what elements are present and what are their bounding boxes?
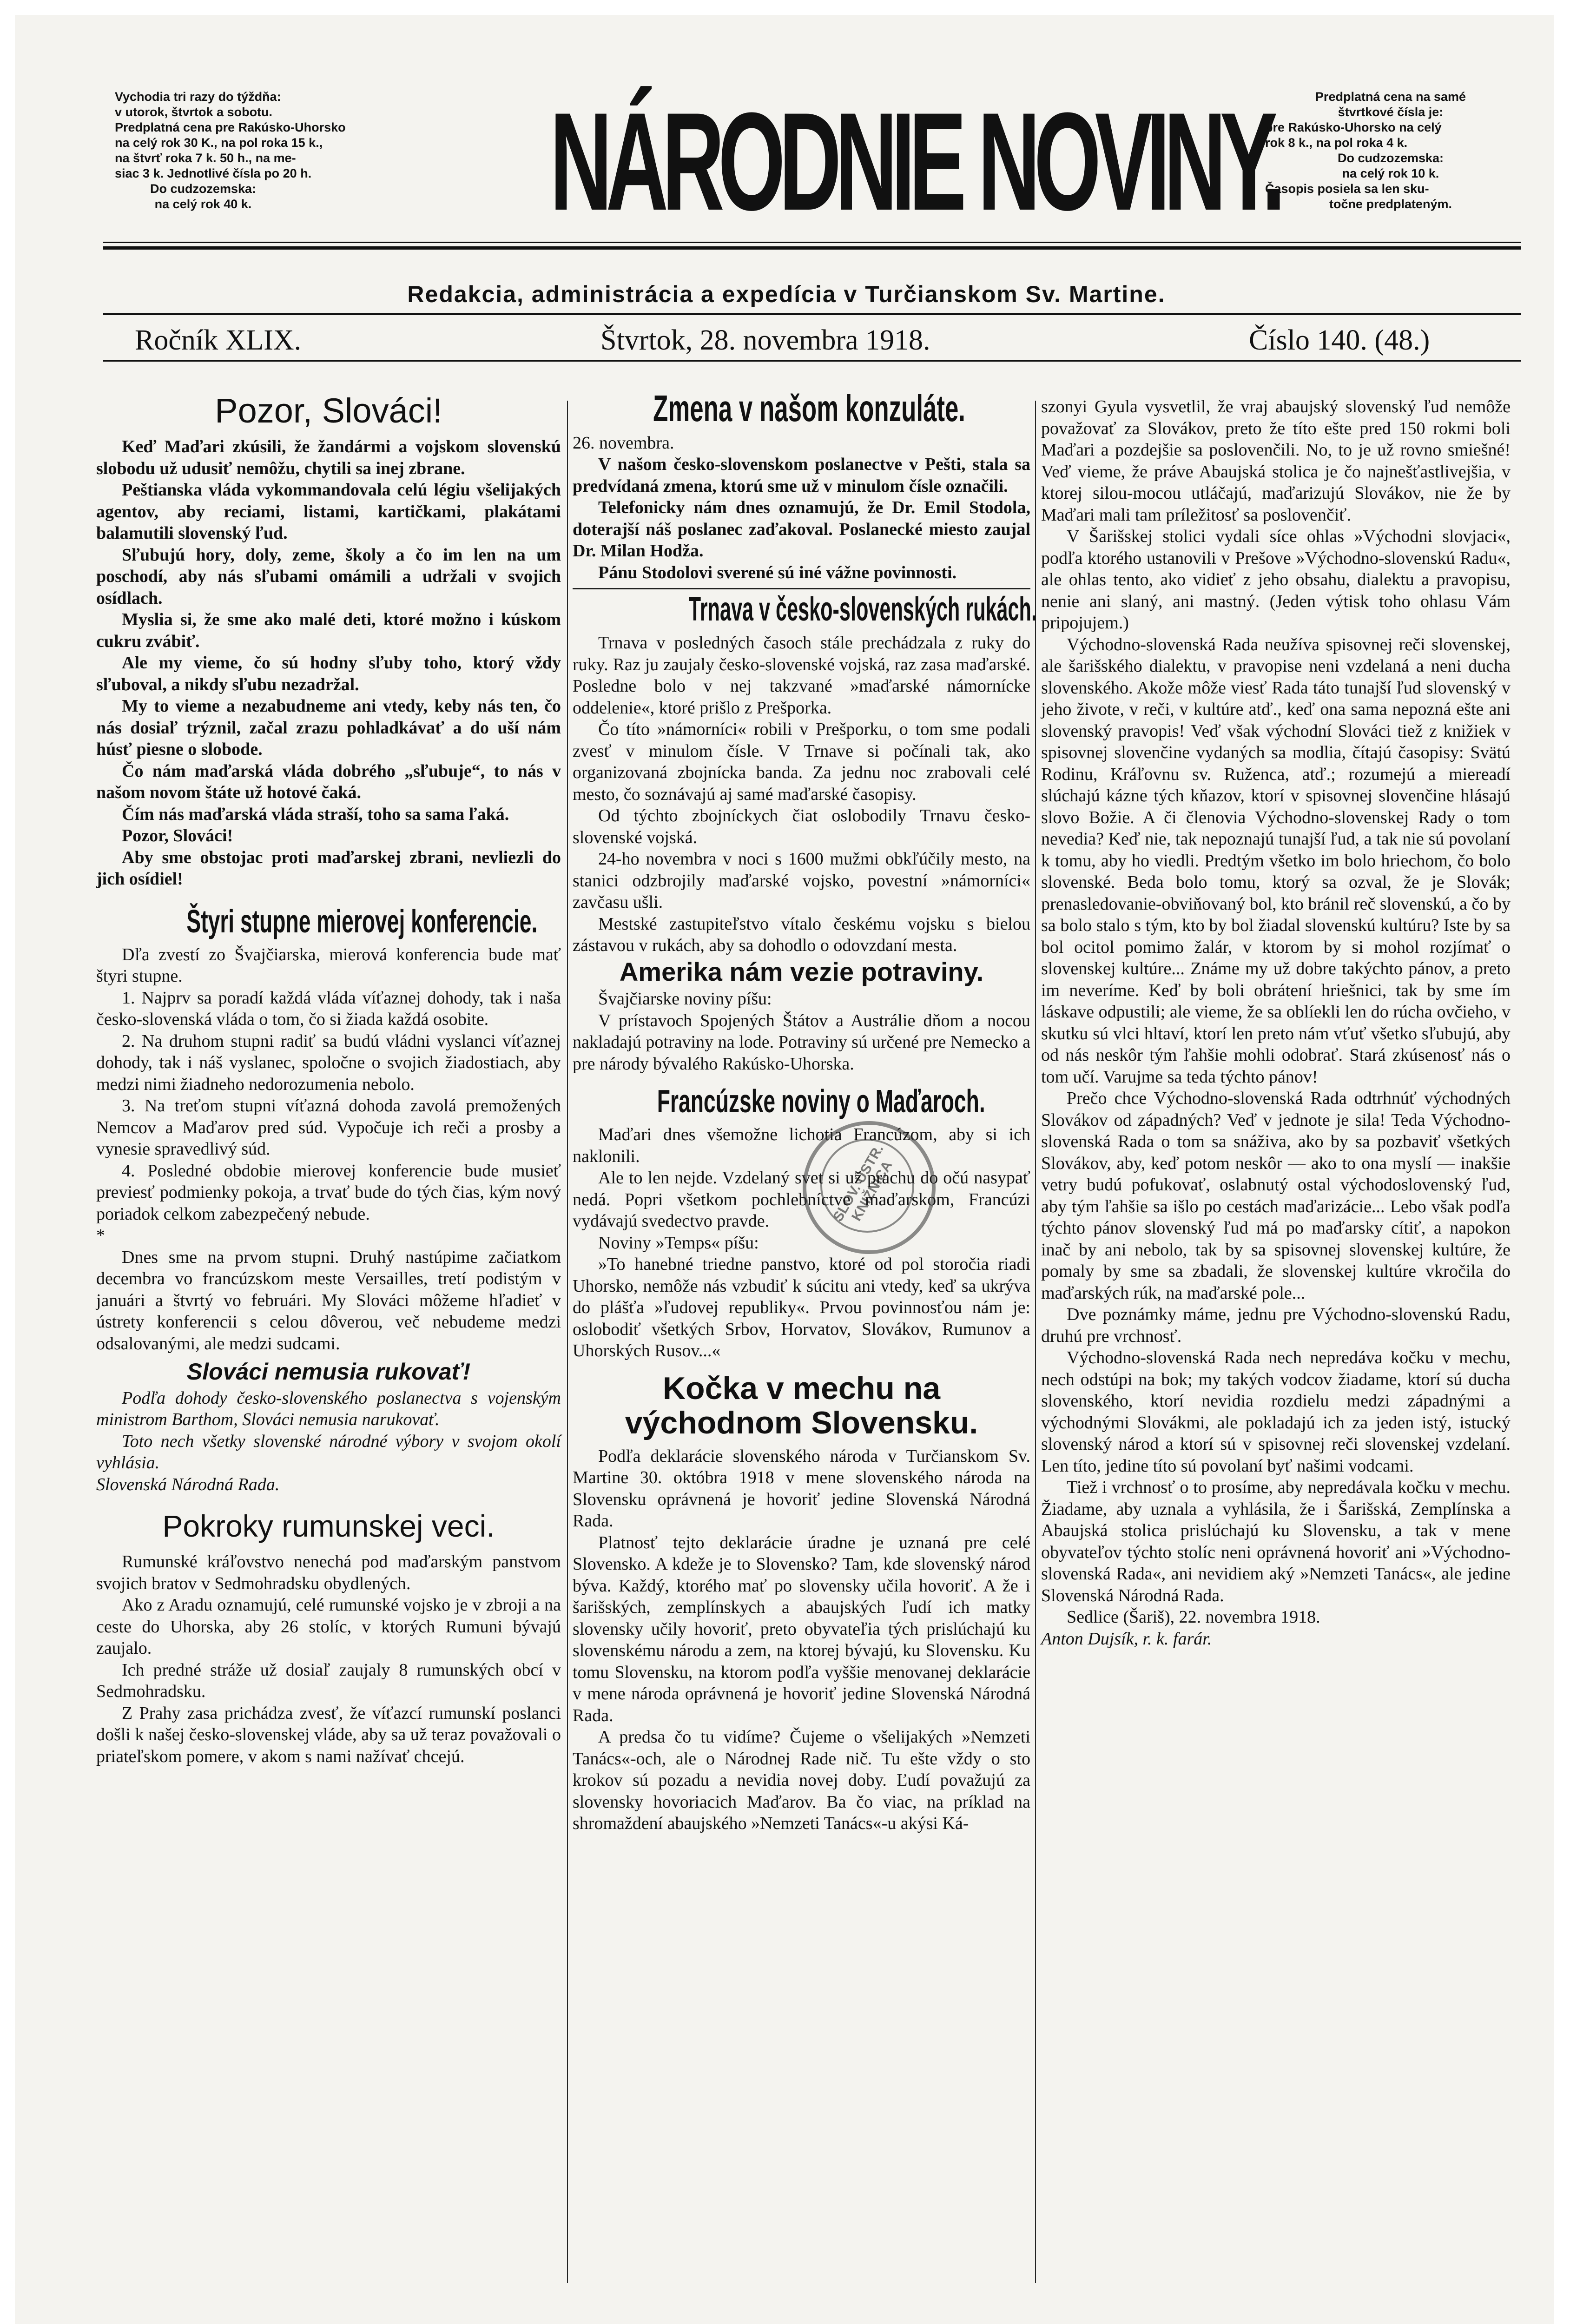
place-date: Sedlice (Šariš), 22. novembra 1918.: [1067, 1607, 1320, 1627]
dateline-rule-top: [103, 313, 1521, 315]
article-title-wrap: [573, 1371, 1030, 1440]
paragraph: V Šarišskej stolici vydali síce ohlas »Východni slovjaci«, podľa ktorého ustanovili v Prešove »Východno-slovenskú Radu«, ale ohlas tento, ako vidieť z jeho obsahu, dialektu a pravopisu, nenie ani slaný, ani mastný. (Jeden výtisk toho ohlasu Vám pripojujem.): [1041, 527, 1511, 633]
right-info-line: Predplatná cena na samé: [1315, 90, 1466, 104]
paragraph: Dľa zvestí zo Švajčiarska, mierová konferencia bude mať štyri stupne.: [96, 944, 561, 986]
paragraph: 2. Na druhom stupni radiť sa budú vládni vyslanci víťaznej dohody, tak i náš vyslanec, spoločne o svojich žiadostiach, aby medzi nimi žiadneho nedorozumenia nebolo.: [96, 1031, 561, 1094]
paragraph: Telefonicky nám dnes oznamujú, že Dr. Emil Stodola, doterajší náš poslanec zaďakoval. Poslanecké miesto zaujal Dr. Milan Hodža.: [573, 498, 1030, 561]
paragraph: Z Prahy zasa prichádza zvesť, že víťazcí rumunskí poslanci došli k našej česko-slovenskej vláde, aby sa už teraz považovali o priateľskom pomere, v akom s nami nažívať chcejú.: [96, 1703, 561, 1766]
paragraph: Noviny »Temps« píšu:: [598, 1233, 759, 1253]
left-info: [115, 89, 380, 212]
column-2: [573, 387, 1037, 1835]
article-title: Zmena v našom konzuláte.: [653, 388, 965, 429]
paragraph: Čím nás maďarská vláda straší, toho sa sama ľaká.: [122, 804, 509, 824]
article-title: Pozor, Slováci!: [215, 391, 442, 430]
paragraph: My to vieme a nezabudneme ani vtedy, keby nás ten, čo nás dosiaľ trýznil, začal zrazu pohladkávať a do uší nám húsť piesne o slobode.: [96, 696, 561, 759]
left-info-line: v utorok, štvrtok a sobotu.: [115, 105, 273, 119]
paragraph: szonyi Gyula vysvetlil, že vraj abaujský slovenský ľud nemôže považovať za Slovákov, preto že títo ešte pred 150 rokmi boli Maďari a pozdejšie sa poslovenčili. No, to je už rovno smiešné! Veď vieme, že práve Abaujská stolica je čo najnešťastlivejšia, v ktorej silou-mocou utláčajú, maďarizujú Slovákov, nie že by Maďari mali tam príležitosť sa poslovenčiť.: [1041, 397, 1511, 525]
paragraph: 3. Na treťom stupni víťazná dohoda zavolá premožených Nemcov a Maďarov pred súd. Vypočuje ich reči a prosby a vynesie spravedlivý súd.: [96, 1096, 561, 1159]
paragraph: Ich predné stráže už dosiaľ zaujaly 8 rumunských obcí v Sedmohradsku.: [96, 1660, 561, 1701]
paragraph: Aby sme obstojac proti maďarskej zbrani, nevliezli do jich osídiel!: [96, 847, 561, 889]
article-title: Štyri stupne mierovej konferencie.: [186, 903, 538, 939]
right-info-line: rok 8 k., na pol roka 4 k.: [1265, 136, 1408, 150]
right-info-line: Časopis posiela sa len sku-: [1265, 182, 1429, 196]
left-info-line: na celý rok 40 k.: [154, 197, 252, 211]
left-info-line: na celý rok 30 K., na pol roka 15 k.,: [115, 136, 323, 150]
paragraph: 24-ho novembra v noci s 1600 mužmi obkľúčily mesto, na stanici odzbrojily maďarské vojsko, povestní »námorníci« zavčasu ušli.: [573, 849, 1030, 912]
right-info-line: pre Rakúsko-Uhorsko na celý: [1265, 120, 1442, 134]
paragraph: Tiež i vrchnosť o to prosíme, aby nepredávala kočku v mechu. Žiadame, aby uznala a vyhlásila, že i Šarišská, Zemplínska a Abaujská stolica prislúchajú ku Slovensku, a tak v mene obyvateľov týchto stolíc neni oprávnená hovoriť ani »Východno-slovenská Rada«, ani nevidiem aký »Nemzeti Tanács«, ale jedine Slovenská Národná Rada.: [1041, 1478, 1511, 1605]
article-title: Amerika nám vezie potraviny.: [619, 957, 984, 986]
issue-date: Štvrtok, 28. novembra 1918.: [600, 324, 930, 356]
article-title: Slováci nemusia rukovať!: [186, 1359, 471, 1385]
masthead-rule-thick: [103, 246, 1521, 250]
author-signature: Anton Dujsík, r. k. farár.: [1041, 1629, 1212, 1649]
left-info-line: siac 3 k. Jednotlivé čísla po 20 h.: [115, 166, 312, 180]
article-title-wrap: [573, 1084, 1030, 1118]
article-title: Kočka v mechu na východnom Slovensku.: [625, 1370, 978, 1440]
paragraph: A predsa čo tu vidíme? Čujeme o všelijakých »Nemzeti Tanács«-och, ale o Národnej Rade nič. Tu ešte vždy o sto krokov sú pozadu a nevidia novej doby. Ľudí považujú za slovensky hovoriacich Maďarov. Ba čo viac, na príklad na shromaždení abaujského »Nemzeti Tanács«-u akýsi Ká-: [573, 1727, 1030, 1833]
article-title: Pokroky rumunskej veci.: [162, 1509, 495, 1543]
paragraph: Čo nám maďarská vláda dobrého „sľubuje“, to nás v našom novom štáte už hotové čaká.: [96, 761, 561, 802]
column-1: [96, 387, 561, 1767]
article-title-wrap: [573, 388, 1030, 429]
paragraph: Prečo chce Východno-slovenská Rada odtrhnúť východných Slovákov od západných? Veď v jednote je sila! Teda Východno-slovenská Rada o tom sa snáživa, ako by sa pozbaviť všetkých Slovákov, aby, keď potom neskôr — ako to ona myslí — inakšie vetry budú pofukovať, oslabnutý ostal východoslovenský ľud, aby tým ľahšie sa išlo po cestách maďarizácie... Lebo však podľa týchto pánov slovenský ľud má po maďarsky cítiť, a napokon inač by ani nebolo, tak by sa spisovnej slovenskej kultúre, že pomaly by sme sa zbadali, že slovenskej kultúre vkročila do maďarských rúk, na maďarské pole...: [1041, 1089, 1511, 1303]
left-info-line: Do cudzozemska:: [150, 182, 257, 196]
paragraph: Švajčiarske noviny píšu:: [598, 989, 772, 1009]
left-info-line: Vychodia tri razy do týždňa:: [115, 90, 281, 104]
paragraph: Ako z Aradu oznamujú, celé rumunské vojsko je v zbroji a na ceste do Uhorska, aby 26 stolíc, v ktorých Rumuni bývajú zaujalo.: [96, 1595, 561, 1658]
paragraph: Od týchto zbojníckych čiat oslobodily Trnavu česko-slovenské vojská.: [573, 806, 1030, 847]
newspaper-page: [15, 15, 1554, 2324]
paragraph: Rumunské kráľovstvo nenechá pod maďarským panstvom svojich bratov v Sedmohradsku obydlených.: [96, 1552, 561, 1593]
editorial-address: Redakcia, administrácia a expedícia v Turčianskom Sv. Martine.: [407, 281, 1166, 307]
paragraph: Sľubujú hory, doly, zeme, školy a čo im len na um poschodí, aby nás sľubami omámili a udržali v svojich osídlach.: [96, 545, 561, 608]
volume-number: Ročník XLIX.: [135, 324, 302, 356]
paragraph: V našom česko-slovenskom poslanectve v Pešti, stala sa predvídaná zmena, ktorú sme už v minulom čísle označili.: [573, 455, 1030, 496]
left-info-line: na štvrť roka 7 k. 50 h., na me-: [115, 151, 296, 165]
left-info-line: Predplatná cena pre Rakúsko-Uhorsko: [115, 120, 346, 134]
paragraph: Keď Maďari zkúsili, že žandármi a vojskom slovenskú slobodu už udusiť nemôžu, chytili sa inej zbrane.: [96, 437, 561, 478]
library-stamp: [803, 1121, 936, 1254]
article-title: Trnava v česko-slovenských rukách.: [688, 591, 1037, 628]
column-divider: [1035, 401, 1036, 2283]
paragraph: V prístavoch Spojených Štátov a Austrálie dňom a nocou nakladajú potraviny na lode. Potraviny sú určené pre Nemecko a pre národy bývalého Rakúsko-Uhorska.: [573, 1010, 1030, 1074]
library-stamp-text: SLOV. ÚSTR. KNIŽNICA: [830, 1142, 896, 1224]
paragraph: »To hanebné triedne panstvo, ktoré od pol storočia riadi Uhorsko, nemôže nás vzbudiť k súcitu ani vtedy, keď sa ukrýva do plášťa »ľudovej republiky«. Prvou povinnosťou nám je: oslobodiť všetkých Srbov, Horvatov, Slovákov, Rumunov a Uhorských Rusov...«: [573, 1254, 1030, 1360]
article-title-wrap: [96, 904, 561, 938]
article-title-wrap: [573, 588, 1037, 628]
paragraph: Peštianska vláda vykommandovala celú légiu všelijakých agentov, aby reciami, listami, kartičkami, plakátami balamutili slovenský ľud.: [96, 480, 561, 543]
paragraph: 4. Posledné obdobie mierovej konferencie bude musieť previesť podmienky pokoja, a trvať bude do tých čias, kým nový poriadok celkom zabezpečený nebude.: [96, 1161, 561, 1224]
article-title: Francúzske noviny o Maďaroch.: [657, 1083, 985, 1119]
paragraph: Myslia si, že sme ako malé deti, ktoré možno i kúskom cukru zvábiť.: [96, 610, 561, 651]
column-3: [1041, 396, 1511, 1650]
paragraph: Čo títo »námorníci« robili v Prešporku, o tom sme podali zvesť v minulom čísle. V Trnave si počínali tak, ako organizovaná zbojnícka banda. Za jednu noc zrabovali celé mesto, čo soznávajú aj samé maďarské časopisy.: [573, 720, 1030, 804]
paragraph: Pozor, Slováci!: [122, 826, 233, 845]
masthead-rule-thin: [103, 242, 1521, 243]
paragraph: Ale my vieme, čo sú hodny sľuby toho, ktorý vždy sľuboval, a nikdy sľubu nezadržal.: [96, 653, 561, 694]
dateline: 26. novembra.: [573, 433, 674, 453]
section-separator: *: [96, 1226, 105, 1245]
dateline-rule-bottom: [103, 360, 1521, 362]
paragraph: 1. Najprv sa poradí každá vláda víťaznej dohody, tak i naša česko-slovenská vláda o tom, čo si žiada každá osobite.: [96, 988, 561, 1029]
issue-number: Číslo 140. (48.): [1249, 324, 1430, 356]
right-info: [1265, 89, 1516, 212]
paragraph: Dnes sme na prvom stupni. Druhý nastúpime začiatkom decembra vo francúzskom meste Versailles, tretí podistým v januári a štvrtý vo februári. My Slováci môžeme hľadieť v ústrety konferencii s celou dôverou, več nebudeme medzi odsalovanými, ale medzi sudcami.: [96, 1247, 561, 1353]
paragraph: Trnava v posledných časoch stále prechádzala z ruky do ruky. Raz ju zaujaly česko-slovenské vojská, raz zasa maďarské. Posledne bolo v nej takzvané »maďarské námornícke oddelenie«, ktoré prišlo z Prešporka.: [573, 633, 1030, 718]
paragraph: Toto nech všetky slovenské národné výbory v svojom okolí vyhlásia.: [96, 1431, 561, 1472]
paragraph: Platnosť tejto deklarácie úradne je uznaná pre celé Slovensko. A kdeže je to Slovensko? Tam, kde slovenský národ býva. Každý, ktorého mať po slovensky učila hovoriť. A že i šarišských, zemplínskych a abaujských ľudí ich matky slovensky učily hovoriť, preto obyvateľia tých prislúchajú ku slovenskému národu a zem, na ktorej bývajú, ku Slovensku. Ku tomu Slovensku, na ktorom podľa vyššie menovanej deklarácie v mene národa oprávnená je hovoriť jedine Slovenská Národná Rada.: [573, 1532, 1030, 1725]
paragraph: Východno-slovenská Rada neužíva spisovnej reči slovenskej, ale šarišského dialektu, v pravopise neni vzdelaná a neni ducha slovenského. Akože môže viesť Rada táto tunajší ľud slovenský v jeho živote, v reči, v kultúre atď., keď ona sama nepozná ešte ani slovenský pravopis! Veď však východní Slováci tiež z knižiek v spisovnej slovenčine vydaných sa modlia, čítajú časopisy: Svätú Rodinu, Kráľovnu sv. Ruženca, atď.; rozumejú a miereadí slúchajú kázne tých kňazov, ktorí v spisovnej slovenčine hlásajú slovo Božie. A či členovia Východno-slovenskej Rady o tom nevedia? Keď nie, tak nepoznajú tunajší ľud, a tak nie sú povolaní k tomu, aby ho viedli. Predtým všetko im bolo hriechom, čo bolo slovenské. Beda bolo tomu, ktorý sa ozval, že je Slovák; prenasledovanie-obviňovaný bol, kto bránil reč slovenskú, a čo by sa bolo stalo s tým, kto by bol žiadal slovenskú kultúru? Iste by sa bol ocitol pomimo žalár, v ktorom by si mohol rozjímať o slovenskej kultúre... Známe my už dobre takýchto pánov, a preto im neveríme. Keď by boli obrátení hriešnici, tak by sme ím láskave odpustili; ale vieme, že sa oblíekli len do rúcha ovčieho, v skutku sú vlci hltaví, ktorí len preto nám vťuť všetko sľubujú, aby od nás neskôr tým ľahšie mohli odobrať. Stará zkúsenosť nás o tom učí. Varujme sa teda týchto pánov!: [1041, 634, 1511, 1087]
right-info-line: točne predplateným.: [1329, 197, 1452, 211]
paragraph: Podľa dohody česko-slovenského poslanectva s vojenským ministrom Barthom, Slováci nemusia narukovať.: [96, 1388, 561, 1429]
right-info-line: na celý rok 10 k.: [1342, 166, 1439, 180]
signature: Slovenská Národná Rada.: [96, 1474, 280, 1494]
column-divider: [567, 401, 568, 2283]
paragraph: Pánu Stodolovi sverené sú iné vážne povinnosti.: [598, 562, 957, 582]
paragraph: Východno-slovenská Rada nech nepredáva kočku v mechu, nech odstúpi na bok; my takých vodcov žiadame, ktorí sú ducha slovenského, ktorí nevidia rozdielu medzi západnými a východnými Slovákmi, ale pokladajú ich za jeden istý, istucký slovenský národ a ktorí sú v spisovnej reči slovenskej vzdelaní. Len títo, jedine títo sú povolaní byť našimi vodcami.: [1041, 1348, 1511, 1476]
paragraph: Ale to len nejde. Vzdelaný svet si už prachu do očú nasypať nedá. Popri všetkom pochlebníctve maďarskom, Francúzi vydávajú svedectvo pravde.: [573, 1168, 1030, 1231]
paragraph: Podľa deklarácie slovenského národa v Turčianskom Sv. Martine 30. októbra 1918 v mene slovenského národa na Slovensku oprávnená je hovoriť jedine Slovenská Národná Rada.: [573, 1446, 1030, 1531]
right-info-line: štvrtkové čísla je:: [1338, 105, 1444, 119]
masthead-title: NÁRODNIE NOVINY.: [550, 83, 1280, 239]
paragraph: Maďari dnes všemožne lichotia Francúzom, aby si ich naklonili.: [573, 1125, 1030, 1166]
paragraph: Mestské zastupiteľstvo vítalo českému vojsku s bielou zástavou v rukách, aby sa dohodlo o odovzdaní mesta.: [573, 914, 1030, 955]
right-info-line: Do cudzozemska:: [1337, 151, 1444, 165]
paragraph: Dve poznámky máme, jednu pre Východno-slovenskú Radu, druhú pre vrchnosť.: [1041, 1305, 1511, 1346]
